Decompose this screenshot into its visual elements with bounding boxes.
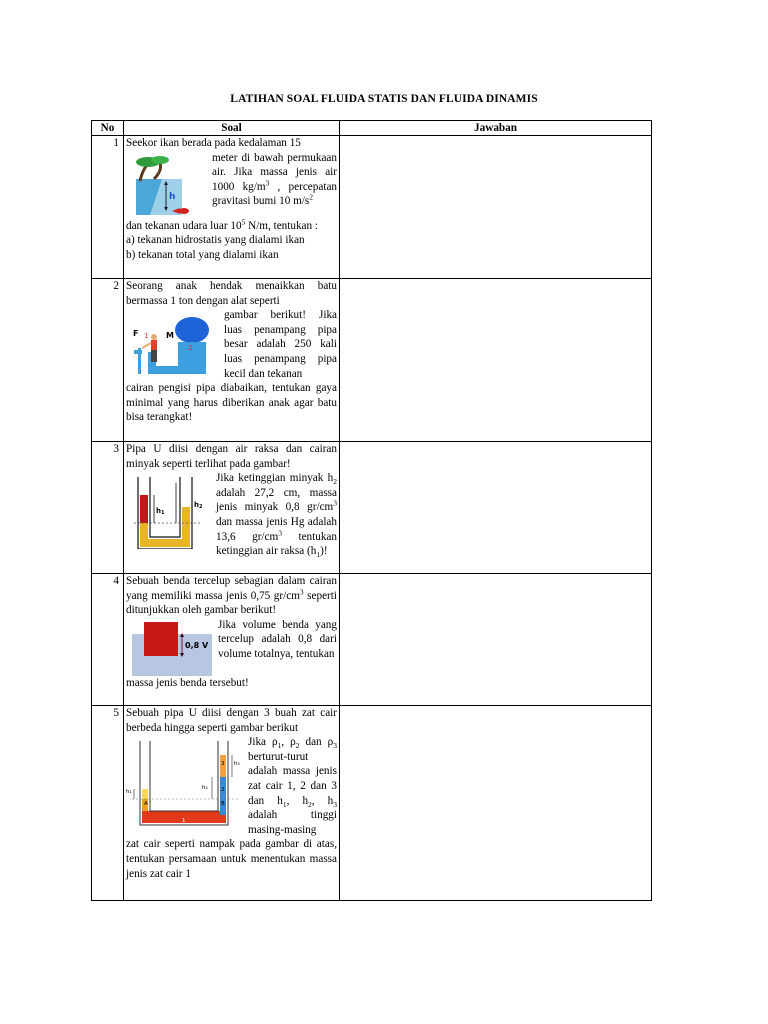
hydraulic-lift-figure bbox=[130, 310, 220, 380]
question-text: Jika volume benda yang tercelup adalah 0,8 dari volume totalnya, tentukan bbox=[218, 618, 337, 660]
answer-cell[interactable] bbox=[340, 442, 652, 574]
three-liquid-u-tube-figure bbox=[126, 737, 244, 827]
question-text: massa jenis benda tersebut! bbox=[126, 676, 249, 689]
question-part-b: b) tekanan total yang dialami ikan bbox=[126, 248, 279, 261]
question-text: Sebuah pipa U diisi dengan 3 buah zat cair berbeda hingga seperti gambar berikut bbox=[126, 707, 337, 734]
row-number: 3 bbox=[92, 442, 124, 574]
question-text: Pipa U diisi dengan air raksa dan cairan minyak seperti terlihat pada gambar! bbox=[126, 443, 337, 470]
figure-label: B bbox=[221, 801, 225, 808]
row-number: 4 bbox=[92, 574, 124, 706]
figure-label: 2 bbox=[188, 344, 193, 353]
question-text: Jika ketinggian minyak $h_2$ adalah 27,2 cm, massa jenis minyak 0,8 $gr/cm^3$ dan massa jenis Hg adalah 13,6 $gr/cm^3$ tentukan ketinggian air raksa $(h_1)$! bbox=[216, 472, 337, 560]
question-text: gambar berikut! Jika luas penampang pipa besar adalah 250 kali luas penampang pipa kecil dan tekanan bbox=[224, 309, 337, 380]
question-text: Jika $\rho_1$, $\rho_2$ dan $\rho_3$ berturut-turut adalah massa jenis zat cair 1, 2 dan 3 dan $h_1$, $h_2$, $h_3$ adalah tinggi masing-masing bbox=[248, 736, 338, 836]
figure-label: h2 bbox=[194, 501, 203, 511]
question-table bbox=[91, 120, 652, 901]
figure-label: h₃ bbox=[234, 761, 240, 768]
fish-depth-figure bbox=[132, 153, 208, 219]
answer-cell[interactable] bbox=[340, 706, 652, 901]
header-soal: Soal bbox=[124, 121, 340, 136]
answer-cell[interactable] bbox=[340, 279, 652, 442]
table-row bbox=[92, 279, 652, 442]
table-row bbox=[92, 706, 652, 901]
figure-label: M bbox=[166, 331, 174, 341]
figure-label: h₁ bbox=[126, 789, 132, 796]
header-no: No bbox=[92, 121, 124, 136]
question-text: meter di bawah permukaan air. Jika massa jenis air 1000 $kg/m^3$ , percepatan gravitasi bumi 10 $m/s^2$ bbox=[212, 151, 338, 208]
figure-label: 2 bbox=[221, 787, 225, 794]
figure-label: F bbox=[133, 329, 139, 339]
question-text: Seorang anak hendak menaikkan batu bermassa 1 ton dengan alat seperti bbox=[126, 280, 337, 307]
row-number: 2 bbox=[92, 279, 124, 442]
question-text: Sebuah benda tercelup sebagian dalam cairan yang memiliki massa jenis 0,75 $gr/cm^3$ seperti ditunjukkan oleh gambar berikut! bbox=[126, 575, 337, 617]
figure-label: h₂ bbox=[202, 785, 208, 792]
figure-label: 3 bbox=[221, 761, 225, 768]
question-cell bbox=[124, 574, 340, 706]
figure-label: 1 bbox=[144, 332, 149, 341]
u-tube-figure bbox=[130, 473, 212, 549]
question-text: zat cair seperti nampak pada gambar di atas, tentukan persamaan untuk menentukan massa jenis zat cair 1 bbox=[126, 838, 337, 880]
question-cell bbox=[124, 442, 340, 574]
answer-cell[interactable] bbox=[340, 136, 652, 279]
table-row bbox=[92, 442, 652, 574]
question-text: dan tekanan udara luar $10^5$ N/m, tentukan : bbox=[126, 216, 319, 232]
table-row bbox=[92, 136, 652, 279]
row-number: 1 bbox=[92, 136, 124, 279]
question-cell bbox=[124, 706, 340, 901]
figure-label: A bbox=[144, 801, 148, 808]
figure-label: h1 bbox=[156, 507, 165, 517]
header-jawaban: Jawaban bbox=[340, 121, 652, 136]
table-row bbox=[92, 574, 652, 706]
answer-cell[interactable] bbox=[340, 574, 652, 706]
figure-label: 0,8 V bbox=[185, 640, 209, 650]
figure-label: h bbox=[169, 191, 176, 202]
question-cell bbox=[124, 136, 340, 279]
table-header-row bbox=[92, 121, 652, 136]
question-part-a: a) tekanan hidrostatis yang dialami ikan bbox=[126, 234, 305, 247]
question-cell bbox=[124, 279, 340, 442]
row-number: 5 bbox=[92, 706, 124, 901]
floating-block-figure bbox=[130, 620, 214, 676]
question-text: Seekor ikan berada pada kedalaman 15 bbox=[126, 137, 301, 149]
figure-label: 1 bbox=[182, 818, 186, 825]
page-title: LATIHAN SOAL FLUIDA STATIS DAN FLUIDA DINAMIS bbox=[230, 93, 538, 105]
question-text: cairan pengisi pipa diabaikan, tentukan gaya minimal yang harus diberikan anak agar batu bisa terangkat! bbox=[126, 382, 337, 424]
